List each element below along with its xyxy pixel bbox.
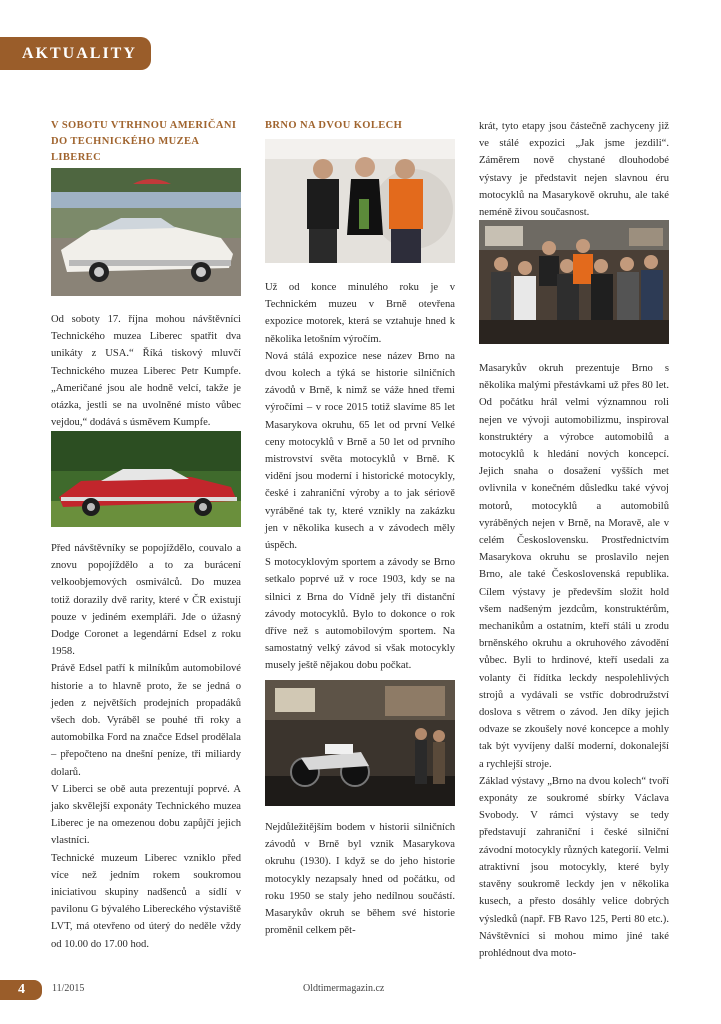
- article3-para2: Masarykův okruh prezentuje Brno s několika malými přestávkami už přes 80 let. Od počátku hrál velmi významnou roli nejen ve vývoji automobilizmu, inspiroval konstruktéry a výrobce automobilů a motocyklů k hledání nových koncepcí. Jejich snaha o dosažení vyšších met ovlivnila v konečném důsledku také vývoj motorů, motocyklů a automobilů vyráběných nejen v Brně, na Moravě, ale v celém Československu. Prostřednictvím Masarykova okruhu se proslavilo nejen Brno, ale také Československá republika. Cílem výstavy je především složit hold všem nadšeným jezdcům, konstruktérům, mechanikům a ostatním, kteří stáli u zrodu brněnského okruhu a okruhového závodění vůbec. Byli to hrdinové, kteří usedali za volanty či řídítka leckdy nespolehlivých strojů a vydávali se vstříc dobrodružství doslova s větrem o závod. Jen díky jejich odvaze se zkoušely nové koncepce a mohly tak být vyvíjeny další moderní, dokonalejší a rychlejší stroje.: [479, 363, 669, 770]
- article2-para2: Nová stálá expozice nese název Brno na dvou kolech a týká se historie silničních závodů v Brně, k nimž se váže hned třemi výročími – v roce 2015 totiž slavíme 85 let Masarykova okruhu, 65 let od první Velké ceny motocyklů v Brně a 50 let od prvního mistrovství světa motocyklů v Brně. K vidění jsou moderní i historické motocykly, české i zahraniční výroby a to jak sériově vyráběné tak ty, které vznikly na zakázku jen v několika kusech a v závodech měly úspěch.: [265, 350, 455, 552]
- article1-para4: V Liberci se obě auta prezentují poprvé. A jako skvělejší exponáty Technického muzea Liberec je na omezenou dobu zapůjčí jejich vlastníci.: [51, 783, 241, 847]
- article2-body: [265, 279, 455, 675]
- page-number: 4: [18, 982, 25, 997]
- article1-para3: Právě Edsel patří k milníkům automobilové historie a to hlavně proto, že se jedná o jeden z největších prodejních propadáků všech dob. Vyráběl se pouhé tři roky a automobilka Ford na značce Edsel prodělala – přepočteno na dnešní peníze, tři miliardy dolarů.: [51, 663, 241, 778]
- article3-body: [479, 360, 669, 962]
- website-label: Oldtimermagazin.cz: [303, 983, 385, 994]
- page-number-tab: [0, 980, 42, 1000]
- article1-body: [51, 540, 241, 953]
- article3-para3: Základ výstavy „Brno na dvou kolech“ tvoří exponáty ze soukromé sbírky Václava Svobody. V rámci výstavy se tedy představují zahraniční i české silniční závodní motocykly různých kategorií. Velmi atraktivní jsou motocykly, které byly stavěny soukromě leckdy jen v několika kusech, a přesto dosáhly velice dobrých výsledků (např. FB Ravo 125, Perti 80 etc.). Návštěvníci si mohou mimo jiné také prohlédnout dva moto-: [479, 775, 669, 959]
- article2-heading: BRNO NA DVOU KOLECH: [265, 120, 403, 131]
- article1-para5: Technické muzeum Liberec vzniklo před více než jedním rokem soukromou iniciativou skupiny nadšenců a sídlí v pavilonu G bývalého Libereckého výstaviště LVT, má otevřeno od úterý do neděle vždy od 10.00 do 17.00 hod.: [51, 852, 241, 950]
- photo-group: [479, 220, 669, 344]
- article2-para4: Nejdůležitějším bodem v historii silničních závodů v Brně byl vznik Masarykova okruhu (1930). I když se do jeho historie motocykly nezapsaly hned od počátku, od roku 1950 se staly jeho nedílnou součástí. Masarykův okruh se během své historie proměnil celkem pět-: [265, 822, 455, 937]
- article3-para1: krát, tyto etapy jsou částečně zachyceny již ve stálé expozici „Jak jsme jezdili“. Záměrem nově chystané dlouhodobé výstavy je představit nejen slavnou éru motocyklů na Masarykově okruhu, ale také neméně živou současnost.: [479, 121, 669, 219]
- article1-heading: V SOBOTU VTRHNOU AMERIČANI DO TECHNICKÉHO MUZEA LIBEREC: [51, 120, 237, 163]
- article1-para2: Před návštěvníky se popojíždělo, couvalo a znovu popojíždělo a to za burácení velkoobjemových osmiválců. Do muzea totiž dorazily dvě rarity, které v ČR existují pouze v jediném exempláři. Jde o úžasný Dodge Coronet a legendární Edsel z roku 1958.: [51, 543, 241, 658]
- photo-red-car: [51, 431, 241, 527]
- article1-para1: Od soboty 17. října mohou návštěvníci Technického muzea Liberec spatřit dva unikáty z USA.“ Říká tiskový mluvčí Technického muzea Liberec Petr Kumpfe. „Američané jsou ale hodně velcí, takže je otázka, jestli se na uvolněné místo vůbec vejdou,“ dodává s úsměvem Kumpfe.: [51, 314, 241, 429]
- section-tab: [0, 37, 151, 70]
- article2-para3: S motocyklovým sportem a závody se Brno setkalo poprvé už v roce 1903, kdy se na silnici z Brna do Vídně jely tři distanční závody motocyklů. Bylo to dokonce o rok dříve než s automobilovým sportem. Na samostatný velký závod si však motocykly musely ještě nějakou dobu počkat.: [265, 557, 455, 672]
- article2-para1: Už od konce minulého roku je v Technickém muzeu v Brně otevřena expozice motorek, která se vztahuje hned k několika letošním výročím.: [265, 282, 455, 345]
- section-title: AKTUALITY: [22, 45, 137, 62]
- photo-motorcycles: [265, 680, 455, 806]
- issue-label: 11/2015: [52, 983, 85, 994]
- photo-white-car: [51, 168, 241, 296]
- photo-three-people: [265, 139, 455, 263]
